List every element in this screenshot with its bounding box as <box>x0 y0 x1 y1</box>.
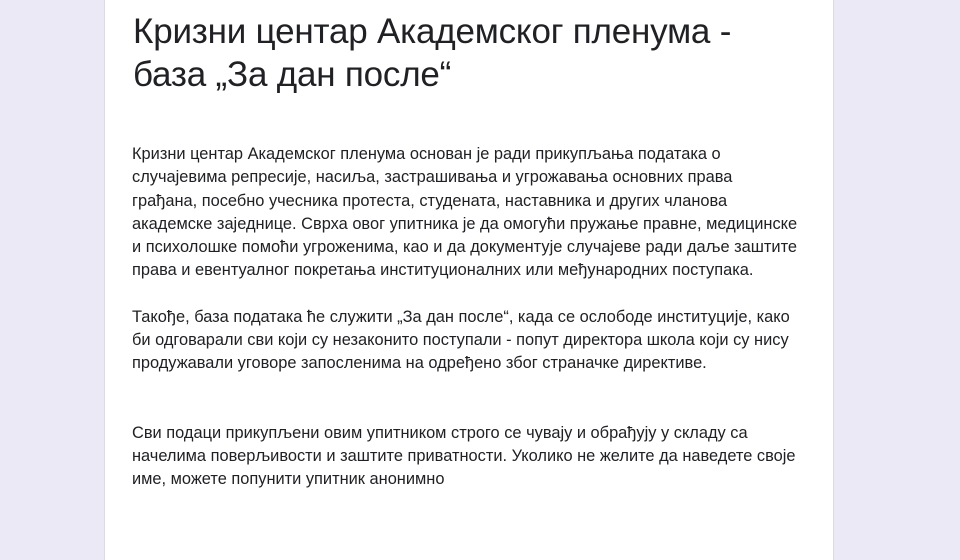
form-header-card <box>104 0 834 560</box>
form-description <box>132 143 802 492</box>
description-paragraph: Сви подаци прикупљени овим упитником строго се чувају и обрађују у складу са начелима поверљивости и заштите приватности. Уколико не желите да наведете своје име, можете попунити упитник анонимно <box>132 423 796 489</box>
description-paragraph: Такође, база података ће служити „За дан после“, када се ослободе институције, како би одговарали сви који су незаконито поступали - попут директора школа који су нису продужавали уговоре запосленима на одређено због страначке директиве. <box>132 307 790 373</box>
description-paragraph: Кризни центар Академског пленума основан је ради прикупљања података о случајевима репресије, насиља, застрашивања и угрожавања основних права грађана, посебно учесника протеста, студената, наставника и других чланова академске заједнице. Сврха овог упитника је да омогући пружање правне, медицинске и психолошке помоћи угроженима, као и да документује случајеве ради даље заштите права и евентуалног покретања институционалних или међународних поступака. <box>132 145 798 280</box>
form-title: Кризни центар Академског пленума - база „За дан после“ <box>133 12 732 94</box>
